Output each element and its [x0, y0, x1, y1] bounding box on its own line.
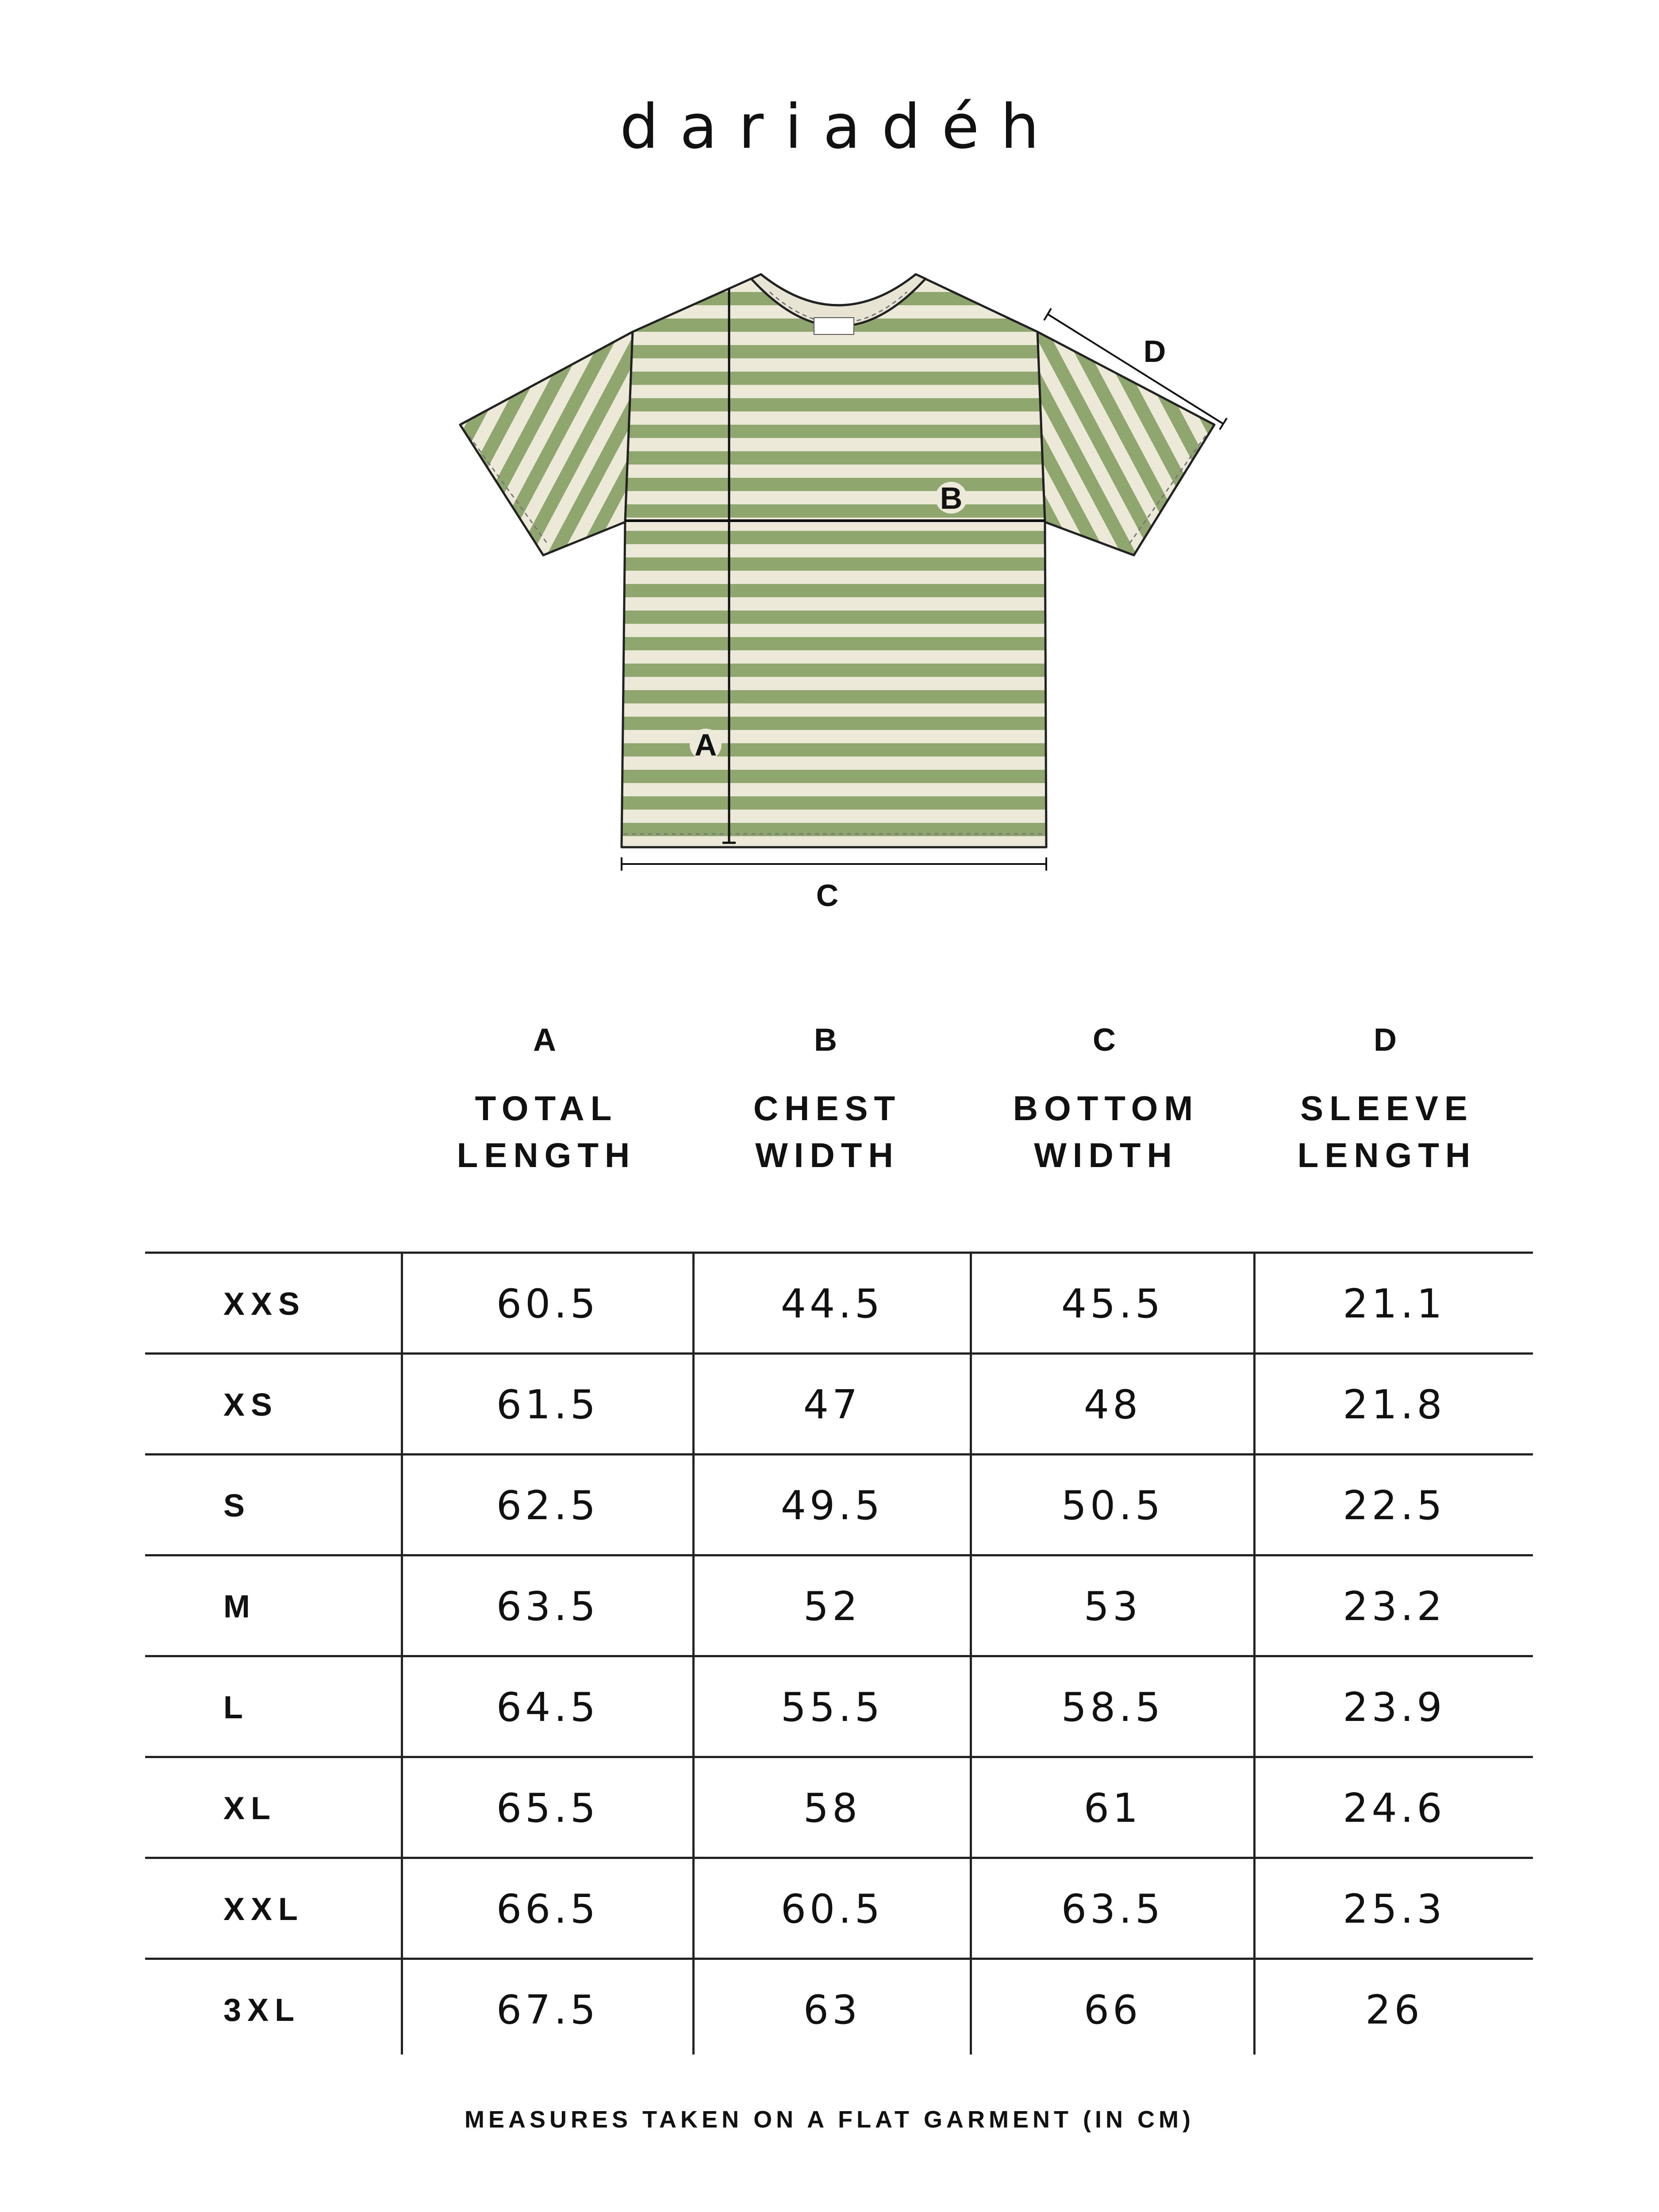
table-cell: 44.5 — [780, 1281, 884, 1327]
size-label: XL — [223, 1791, 277, 1826]
table-cell: 61.5 — [496, 1382, 599, 1428]
size-label: 3XL — [223, 1993, 301, 2028]
table-cell: 23.9 — [1343, 1684, 1446, 1731]
label-b: B — [940, 481, 963, 515]
table-cell: 53 — [1083, 1583, 1142, 1630]
right-sleeve — [1037, 332, 1214, 555]
table-cell: 52 — [803, 1583, 861, 1630]
table-cell: 49.5 — [780, 1482, 884, 1529]
table-cell: 58.5 — [1061, 1684, 1164, 1731]
table-cell: 25.3 — [1343, 1886, 1446, 1932]
size-label: S — [223, 1488, 251, 1524]
table-cell: 26 — [1365, 1987, 1423, 2033]
size-label: M — [223, 1589, 256, 1624]
table-cell: 47 — [803, 1382, 861, 1428]
left-sleeve — [460, 332, 633, 555]
table-cell: 60.5 — [496, 1281, 599, 1327]
table-cell: 60.5 — [780, 1886, 884, 1932]
table-cell: 21.8 — [1343, 1382, 1446, 1428]
table-cell: 48 — [1083, 1382, 1142, 1428]
label-c: C — [816, 878, 839, 913]
table-cell: 55.5 — [780, 1684, 884, 1731]
table-cell: 66.5 — [496, 1886, 599, 1932]
table-cell: 21.1 — [1343, 1281, 1446, 1327]
table-cell: 65.5 — [496, 1785, 599, 1832]
table-cell: 23.2 — [1343, 1583, 1446, 1630]
table-cell: 67.5 — [496, 1987, 599, 2033]
table-cell: 24.6 — [1343, 1785, 1446, 1832]
table-cell: 63.5 — [1061, 1886, 1164, 1932]
size-label: XXS — [223, 1286, 306, 1322]
neck-label — [814, 318, 854, 334]
table-cell: 22.5 — [1343, 1482, 1446, 1529]
table-cell: 62.5 — [496, 1482, 599, 1529]
shirt-body — [622, 274, 1046, 847]
table-cell: 63.5 — [496, 1583, 599, 1630]
label-d: D — [1143, 334, 1166, 369]
table-cell: 58 — [803, 1785, 861, 1832]
size-label: XS — [223, 1387, 279, 1423]
brand-logo: dariadéh — [620, 91, 1060, 162]
tshirt-diagram — [0, 0, 1659, 951]
size-label: L — [223, 1690, 249, 1725]
table-cell: 45.5 — [1061, 1281, 1164, 1327]
footnote: MEASURES TAKEN ON A FLAT GARMENT (IN CM) — [465, 2106, 1194, 2133]
table-cell: 66 — [1083, 1987, 1142, 2033]
table-cell: 50.5 — [1061, 1482, 1164, 1529]
table-cell: 63 — [803, 1987, 861, 2033]
label-a: A — [694, 728, 717, 762]
size-label: XXL — [223, 1892, 304, 1927]
table-cell: 61 — [1083, 1785, 1142, 1832]
table-cell: 64.5 — [496, 1684, 599, 1731]
